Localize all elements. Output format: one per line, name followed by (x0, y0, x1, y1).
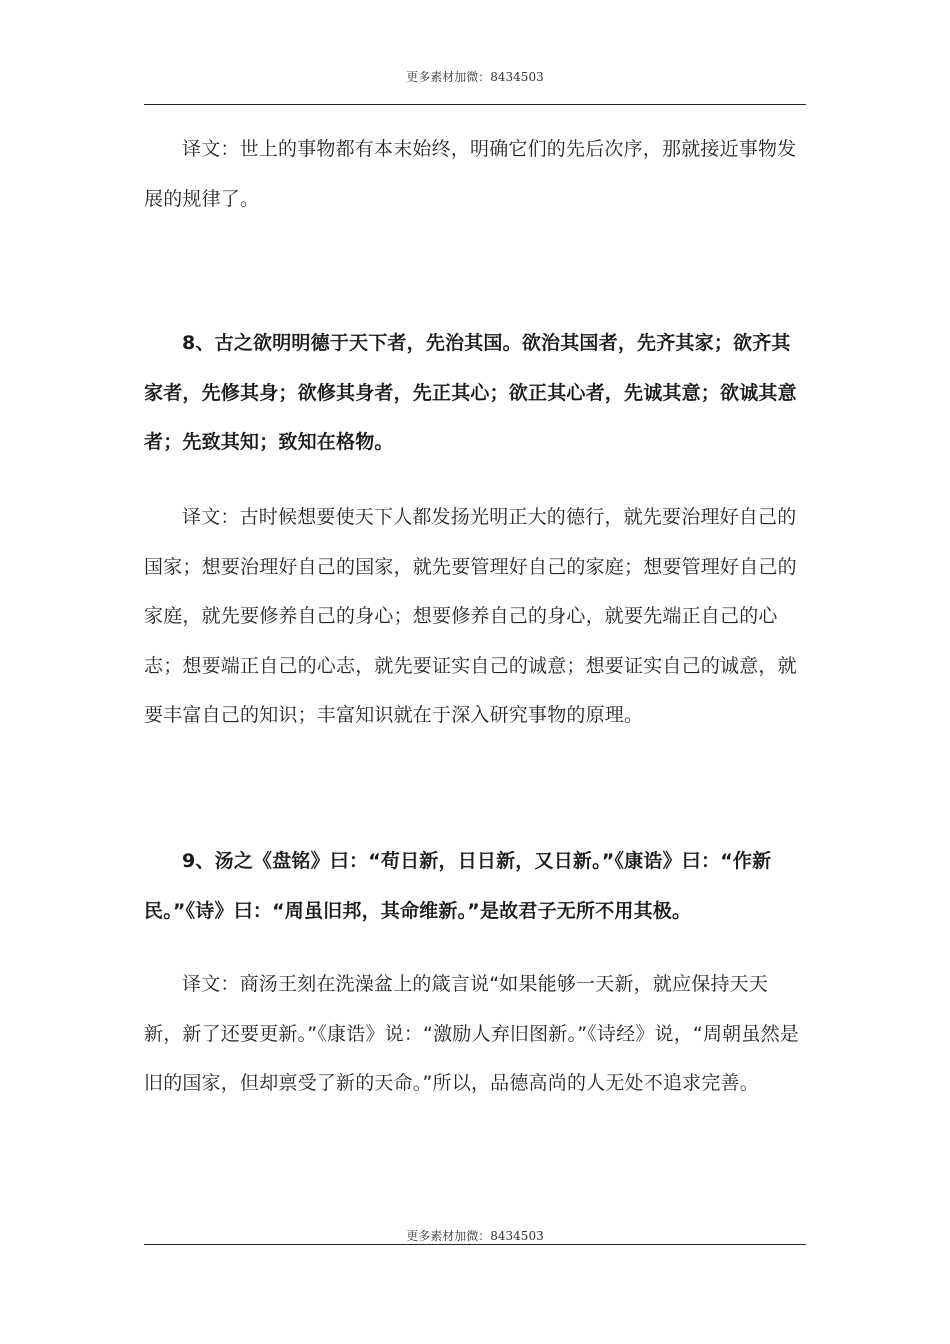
page-footer: 更多素材加微：8434503 (406, 1229, 544, 1243)
page-header: 更多素材加微：8434503 (406, 70, 544, 84)
classic-text-9: 9、汤之《盘铭》曰：“苟日新，日日新，又日新。”《康诰》曰：“作新民。”《诗》曰：“周虽旧邦，其命维新。”是故君子无所不用其极。 (144, 850, 772, 922)
header-rule (144, 104, 806, 105)
classic-text-8: 8、古之欲明明德于天下者，先治其国。欲治其国者，先齐其家；欲齐其家者，先修其身；欲修其身者，先正其心；欲正其心者，先诚其意；欲诚其意者；先致其知；致知在格物。 (144, 332, 797, 453)
translation-paragraph-7: 译文：世上的事物都有本末始终，明确它们的先后次序，那就接近事物发展的规律了。 (144, 138, 797, 210)
translation-paragraph-8: 译文：古时候想要使天下人都发扬光明正大的德行，就先要治理好自己的国家；想要治理好自己的国家，就先要管理好自己的家庭；想要管理好自己的家庭，就先要修养自己的身心；想要修养自己的身心，就要先端正自己的心志；想要端正自己的心志，就先要证实自己的诚意；想要证实自己的诚意，就要丰富自己的知识；丰富知识就在于深入研究事物的原理。 (144, 506, 797, 726)
translation-paragraph-9: 译文：商汤王刻在洗澡盆上的箴言说“如果能够一天新，就应保持天天新，新了还要更新。”《康诰》说：“激励人弃旧图新。”《诗经》说，“周朝虽然是旧的国家，但却禀受了新的天命。”所以，品德高尚的人无处不追求完善。 (144, 973, 799, 1094)
footer-rule (144, 1244, 806, 1245)
